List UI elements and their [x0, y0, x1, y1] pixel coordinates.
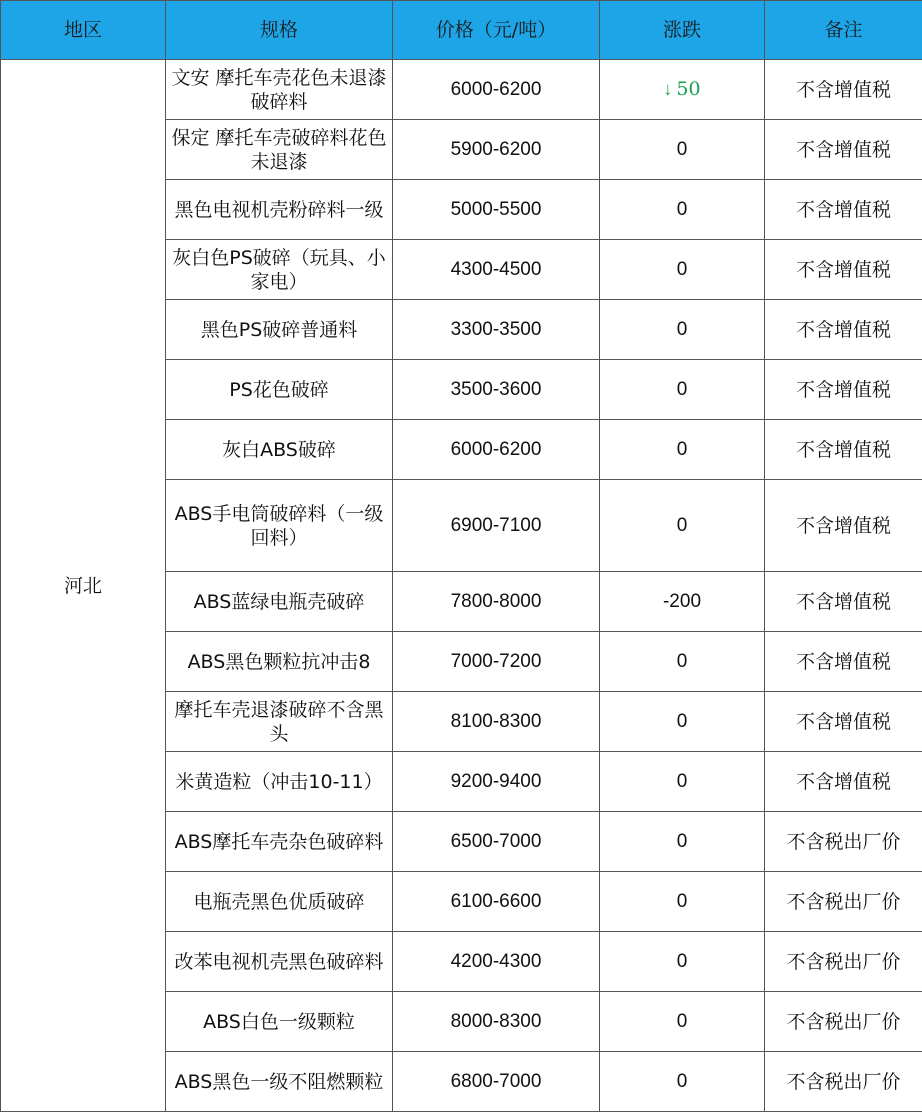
table-row	[1, 60, 922, 120]
price-cell: 6000-6200	[393, 420, 600, 480]
change-cell	[600, 752, 765, 812]
spec-cell: 灰白ABS破碎	[166, 420, 393, 480]
spec-cell: ABS蓝绿电瓶壳破碎	[166, 572, 393, 632]
change-cell	[600, 120, 765, 180]
note-cell: 不含增值税	[765, 480, 922, 572]
note-cell: 不含税出厂价	[765, 812, 922, 872]
region-cell: 河北	[1, 60, 166, 1112]
change-value: 0	[676, 950, 688, 972]
spec-cell: ABS黑色一级不阻燃颗粒	[166, 1052, 393, 1112]
note-cell: 不含增值税	[765, 120, 922, 180]
change-cell	[600, 240, 765, 300]
change-cell	[600, 992, 765, 1052]
note-cell: 不含增值税	[765, 360, 922, 420]
change-cell	[600, 692, 765, 752]
price-cell: 5000-5500	[393, 180, 600, 240]
price-cell: 7000-7200	[393, 632, 600, 692]
change-value: 0	[676, 890, 688, 912]
note-cell: 不含增值税	[765, 180, 922, 240]
table-body	[1, 60, 922, 1112]
spec-cell: 摩托车壳退漆破碎不含黑头	[166, 692, 393, 752]
spec-cell: 灰白色PS破碎（玩具、小家电）	[166, 240, 393, 300]
price-cell: 6900-7100	[393, 480, 600, 572]
change-cell	[600, 932, 765, 992]
change-value: 0	[676, 514, 688, 536]
price-cell: 5900-6200	[393, 120, 600, 180]
spec-cell: 米黄造粒（冲击10-11）	[166, 752, 393, 812]
header-spec: 规格	[166, 1, 393, 60]
change-value: 0	[676, 770, 688, 792]
note-cell: 不含税出厂价	[765, 932, 922, 992]
table-header	[1, 1, 922, 60]
change-cell	[600, 420, 765, 480]
price-cell: 7800-8000	[393, 572, 600, 632]
header-change: 涨跌	[600, 1, 765, 60]
change-value: 0	[676, 138, 688, 160]
header-row	[1, 1, 922, 60]
change-value: 50	[676, 78, 701, 100]
change-value: 0	[676, 318, 688, 340]
price-cell: 8000-8300	[393, 992, 600, 1052]
header-region: 地区	[1, 1, 166, 60]
note-cell: 不含增值税	[765, 572, 922, 632]
change-cell	[600, 480, 765, 572]
price-cell: 4200-4300	[393, 932, 600, 992]
change-cell	[600, 60, 765, 120]
change-cell	[600, 180, 765, 240]
change-cell	[600, 360, 765, 420]
change-value: 0	[676, 650, 688, 672]
change-value: 0	[676, 198, 688, 220]
note-cell: 不含增值税	[765, 420, 922, 480]
change-cell	[600, 632, 765, 692]
price-cell: 3300-3500	[393, 300, 600, 360]
note-cell: 不含税出厂价	[765, 1052, 922, 1112]
spec-cell: 黑色电视机壳粉碎料一级	[166, 180, 393, 240]
spec-cell: 保定 摩托车壳破碎料花色未退漆	[166, 120, 393, 180]
price-cell: 6100-6600	[393, 872, 600, 932]
change-value: 0	[676, 438, 688, 460]
price-cell: 4300-4500	[393, 240, 600, 300]
price-cell: 6800-7000	[393, 1052, 600, 1112]
spec-cell: ABS摩托车壳杂色破碎料	[166, 812, 393, 872]
change-cell	[600, 300, 765, 360]
header-note: 备注	[765, 1, 922, 60]
change-value: 0	[676, 710, 688, 732]
note-cell: 不含增值税	[765, 240, 922, 300]
down-arrow-icon: ↓	[663, 79, 673, 99]
price-cell: 6000-6200	[393, 60, 600, 120]
note-cell: 不含税出厂价	[765, 872, 922, 932]
spec-cell: 黑色PS破碎普通料	[166, 300, 393, 360]
note-cell: 不含税出厂价	[765, 992, 922, 1052]
change-value: 0	[676, 830, 688, 852]
note-cell: 不含增值税	[765, 692, 922, 752]
note-cell: 不含增值税	[765, 632, 922, 692]
change-value: -200	[662, 590, 702, 612]
change-cell	[600, 812, 765, 872]
spec-cell: 文安 摩托车壳花色未退漆破碎料	[166, 60, 393, 120]
note-cell: 不含增值税	[765, 752, 922, 812]
note-cell: 不含增值税	[765, 300, 922, 360]
header-price: 价格（元/吨）	[393, 1, 600, 60]
spec-cell: 改苯电视机壳黑色破碎料	[166, 932, 393, 992]
change-value: 0	[676, 1070, 688, 1092]
spec-cell: ABS手电筒破碎料（一级回料）	[166, 480, 393, 572]
price-cell: 8100-8300	[393, 692, 600, 752]
spec-cell: PS花色破碎	[166, 360, 393, 420]
spec-cell: 电瓶壳黑色优质破碎	[166, 872, 393, 932]
change-value: 0	[676, 1010, 688, 1032]
change-cell	[600, 1052, 765, 1112]
change-cell	[600, 572, 765, 632]
change-cell	[600, 872, 765, 932]
price-cell: 6500-7000	[393, 812, 600, 872]
change-value: 0	[676, 258, 688, 280]
note-cell: 不含增值税	[765, 60, 922, 120]
price-cell: 3500-3600	[393, 360, 600, 420]
price-cell: 9200-9400	[393, 752, 600, 812]
change-value: 0	[676, 378, 688, 400]
spec-cell: ABS黑色颗粒抗冲击8	[166, 632, 393, 692]
spec-cell: ABS白色一级颗粒	[166, 992, 393, 1052]
